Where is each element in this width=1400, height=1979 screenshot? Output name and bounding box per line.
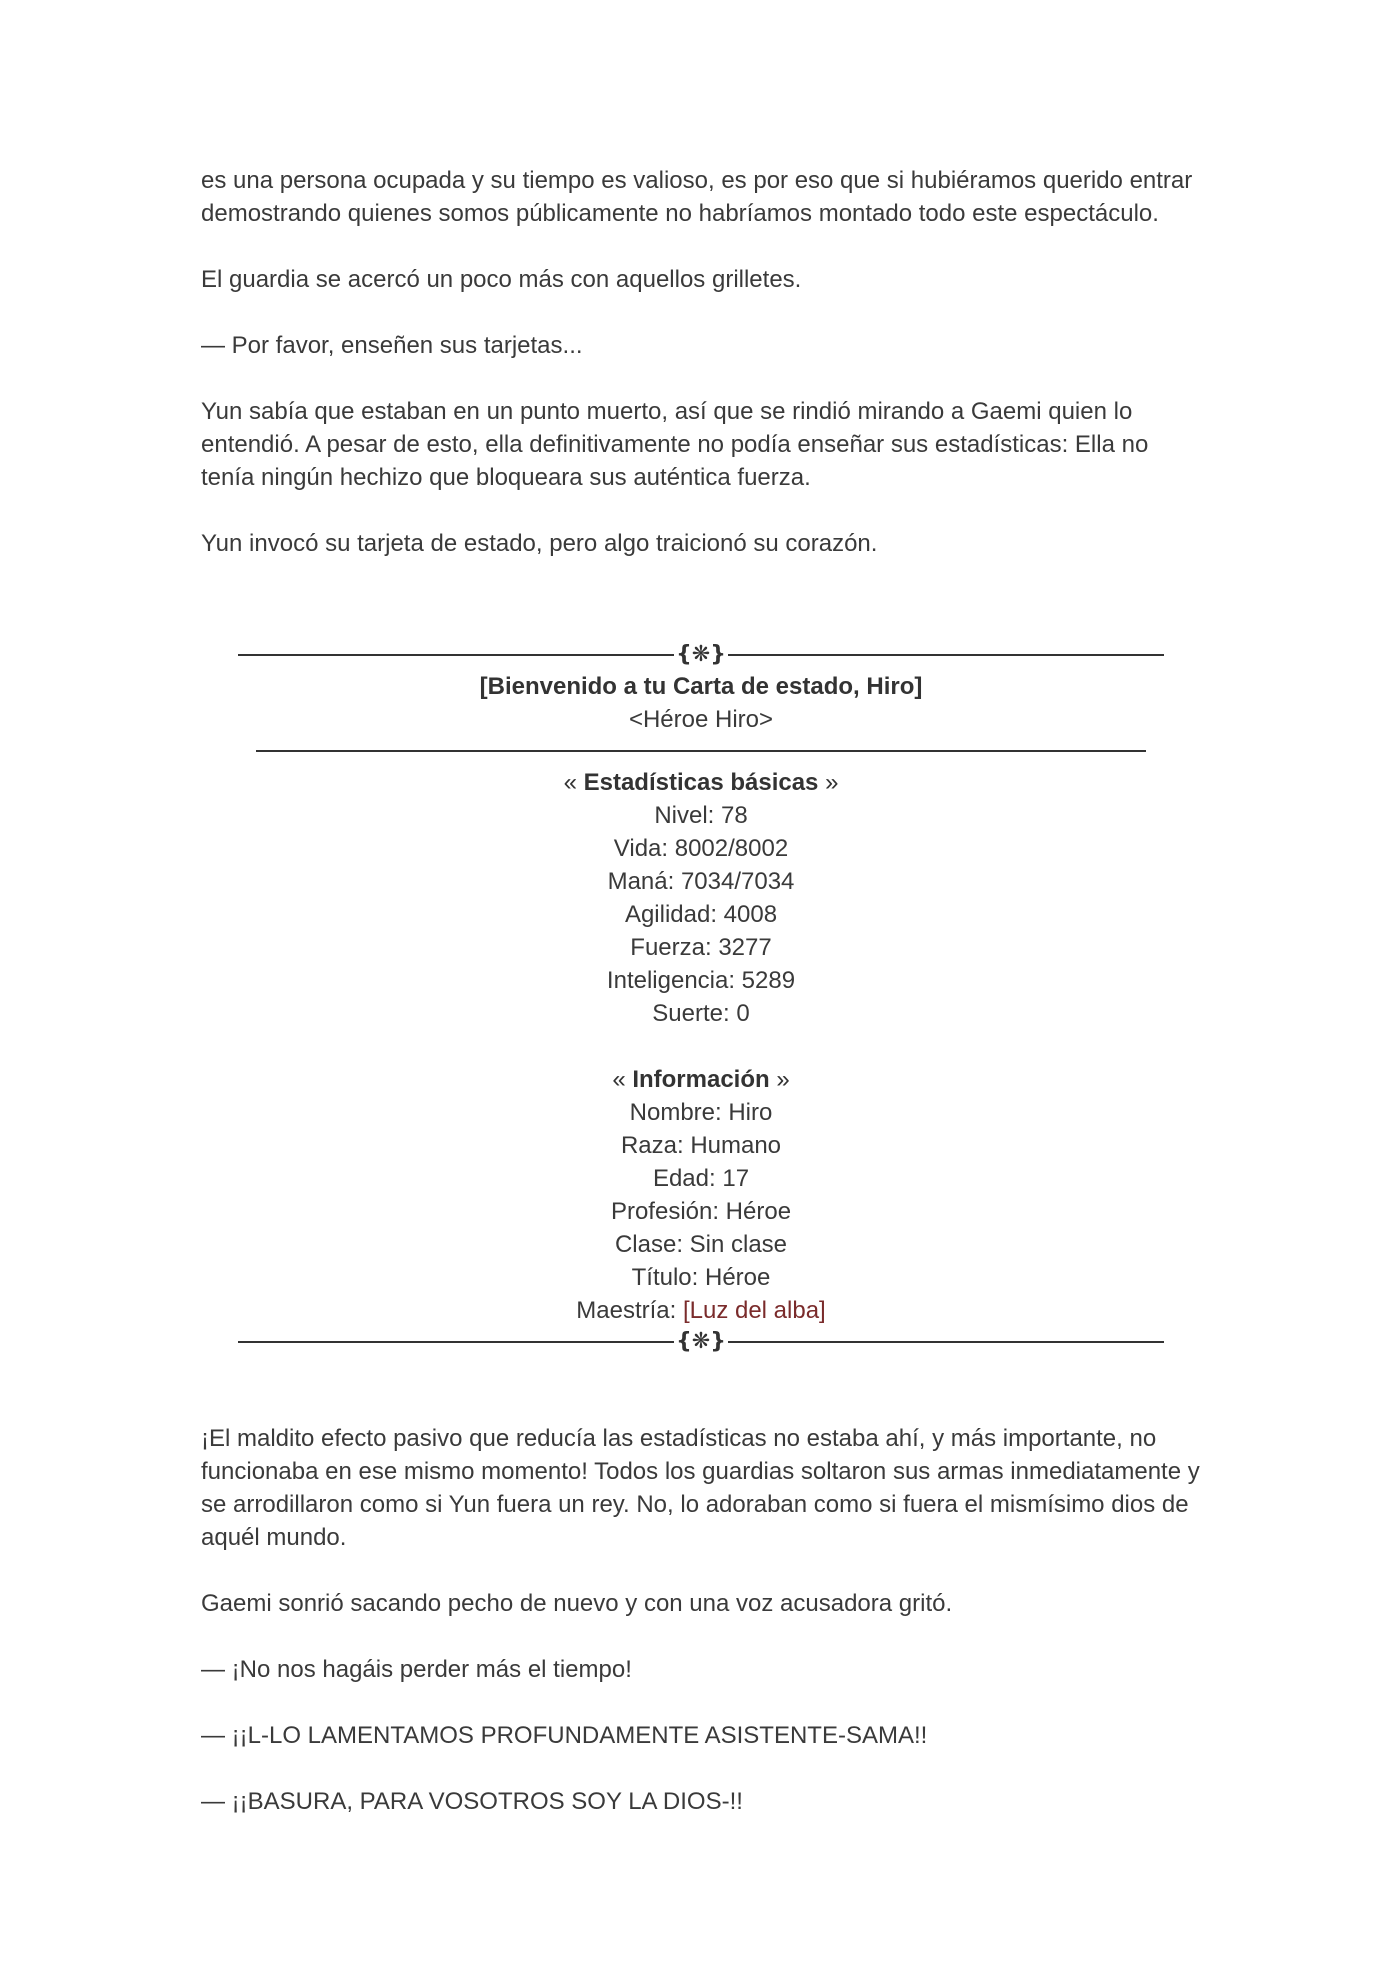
- info-title: Título: Héroe: [631, 1264, 771, 1291]
- dialogue-line: — ¡¡L-LO LAMENTAMOS PROFUNDAMENTE ASISTENTE-SAMA!!: [201, 1722, 928, 1749]
- divider-line: [728, 654, 1164, 656]
- bottom-ornament-divider: [238, 1327, 1164, 1357]
- basic-stats-heading: [238, 766, 1164, 799]
- divider-line: [238, 654, 674, 656]
- divider-line: [238, 1341, 674, 1343]
- divider-line: [728, 1341, 1164, 1343]
- info-age: Edad: 17: [652, 1165, 750, 1192]
- info-class: Clase: Sin clase: [614, 1231, 788, 1258]
- card-subtitle: <Héroe Hiro>: [628, 706, 774, 733]
- stat-intelligence: Inteligencia: 5289: [606, 967, 796, 994]
- guillemet-close: »: [769, 1066, 790, 1093]
- stat-luck: Suerte: 0: [652, 1000, 750, 1027]
- paragraph: es una persona ocupada y su tiempo es valioso, es por eso que si hubiéramos querido entrar demostrando quienes somos públicamente no habríamos montado todo este espectáculo.: [201, 167, 1193, 227]
- stat-level: Nivel: 78: [654, 802, 748, 829]
- paragraph: Yun sabía que estaban en un punto muerto, así que se rindió mirando a Gaemi quien lo entendió. A pesar de esto, ella definitivamente no podía enseñar sus estadísticas: Ella no tenía ningún hechizo que bloqueara sus auténtica fuerza.: [201, 398, 1149, 491]
- stat-agility: Agilidad: 4008: [624, 901, 778, 928]
- mastery-label: Maestría:: [576, 1297, 683, 1324]
- info-profession: Profesión: Héroe: [610, 1198, 792, 1225]
- info-heading-label: Información: [632, 1066, 770, 1093]
- paragraph: Gaemi sonrió sacando pecho de nuevo y con una voz acusadora gritó.: [201, 1590, 953, 1617]
- section-separator: [256, 750, 1146, 752]
- dialogue-line: — ¡¡BASURA, PARA VOSOTROS SOY LA DIOS-!!: [201, 1788, 743, 1815]
- info-heading: [238, 1063, 1164, 1096]
- narrative-bottom: [201, 1422, 1201, 1818]
- guillemet-close: »: [818, 769, 839, 796]
- paragraph: ¡El maldito efecto pasivo que reducía las estadísticas no estaba ahí, y más importante, no funcionaba en ese mismo momento! Todos los guardias soltaron sus armas inmediatamente y se arrodillaron como si Yun fuera un rey. No, lo adoraban como si fuera el mismísimo dios de aquél mundo.: [201, 1425, 1200, 1551]
- dialogue-line: — Por favor, enseñen sus tarjetas...: [201, 332, 583, 359]
- stat-strength: Fuerza: 3277: [630, 934, 772, 961]
- asterisk-ornament-icon: {❋}: [676, 1329, 726, 1354]
- basic-stats-heading-label: Estadísticas básicas: [583, 769, 819, 796]
- status-card: [238, 640, 1164, 1357]
- guillemet-open: «: [563, 769, 584, 796]
- guillemet-open: «: [612, 1066, 633, 1093]
- paragraph: Yun invocó su tarjeta de estado, pero algo traicionó su corazón.: [201, 530, 878, 557]
- spacer: [238, 1030, 1164, 1063]
- stat-life: Vida: 8002/8002: [613, 835, 789, 862]
- narrative-top: [201, 164, 1201, 560]
- info-mastery: [238, 1294, 1164, 1327]
- info-name: Nombre: Hiro: [629, 1099, 773, 1126]
- paragraph: El guardia se acercó un poco más con aquellos grilletes.: [201, 266, 802, 293]
- card-title: [Bienvenido a tu Carta de estado, Hiro]: [479, 673, 923, 700]
- top-ornament-divider: [238, 640, 1164, 670]
- asterisk-ornament-icon: {❋}: [676, 642, 726, 667]
- dialogue-line: — ¡No nos hagáis perder más el tiempo!: [201, 1656, 632, 1683]
- stat-mana: Maná: 7034/7034: [607, 868, 795, 895]
- mastery-value: [Luz del alba]: [682, 1297, 826, 1324]
- info-race: Raza: Humano: [620, 1132, 782, 1159]
